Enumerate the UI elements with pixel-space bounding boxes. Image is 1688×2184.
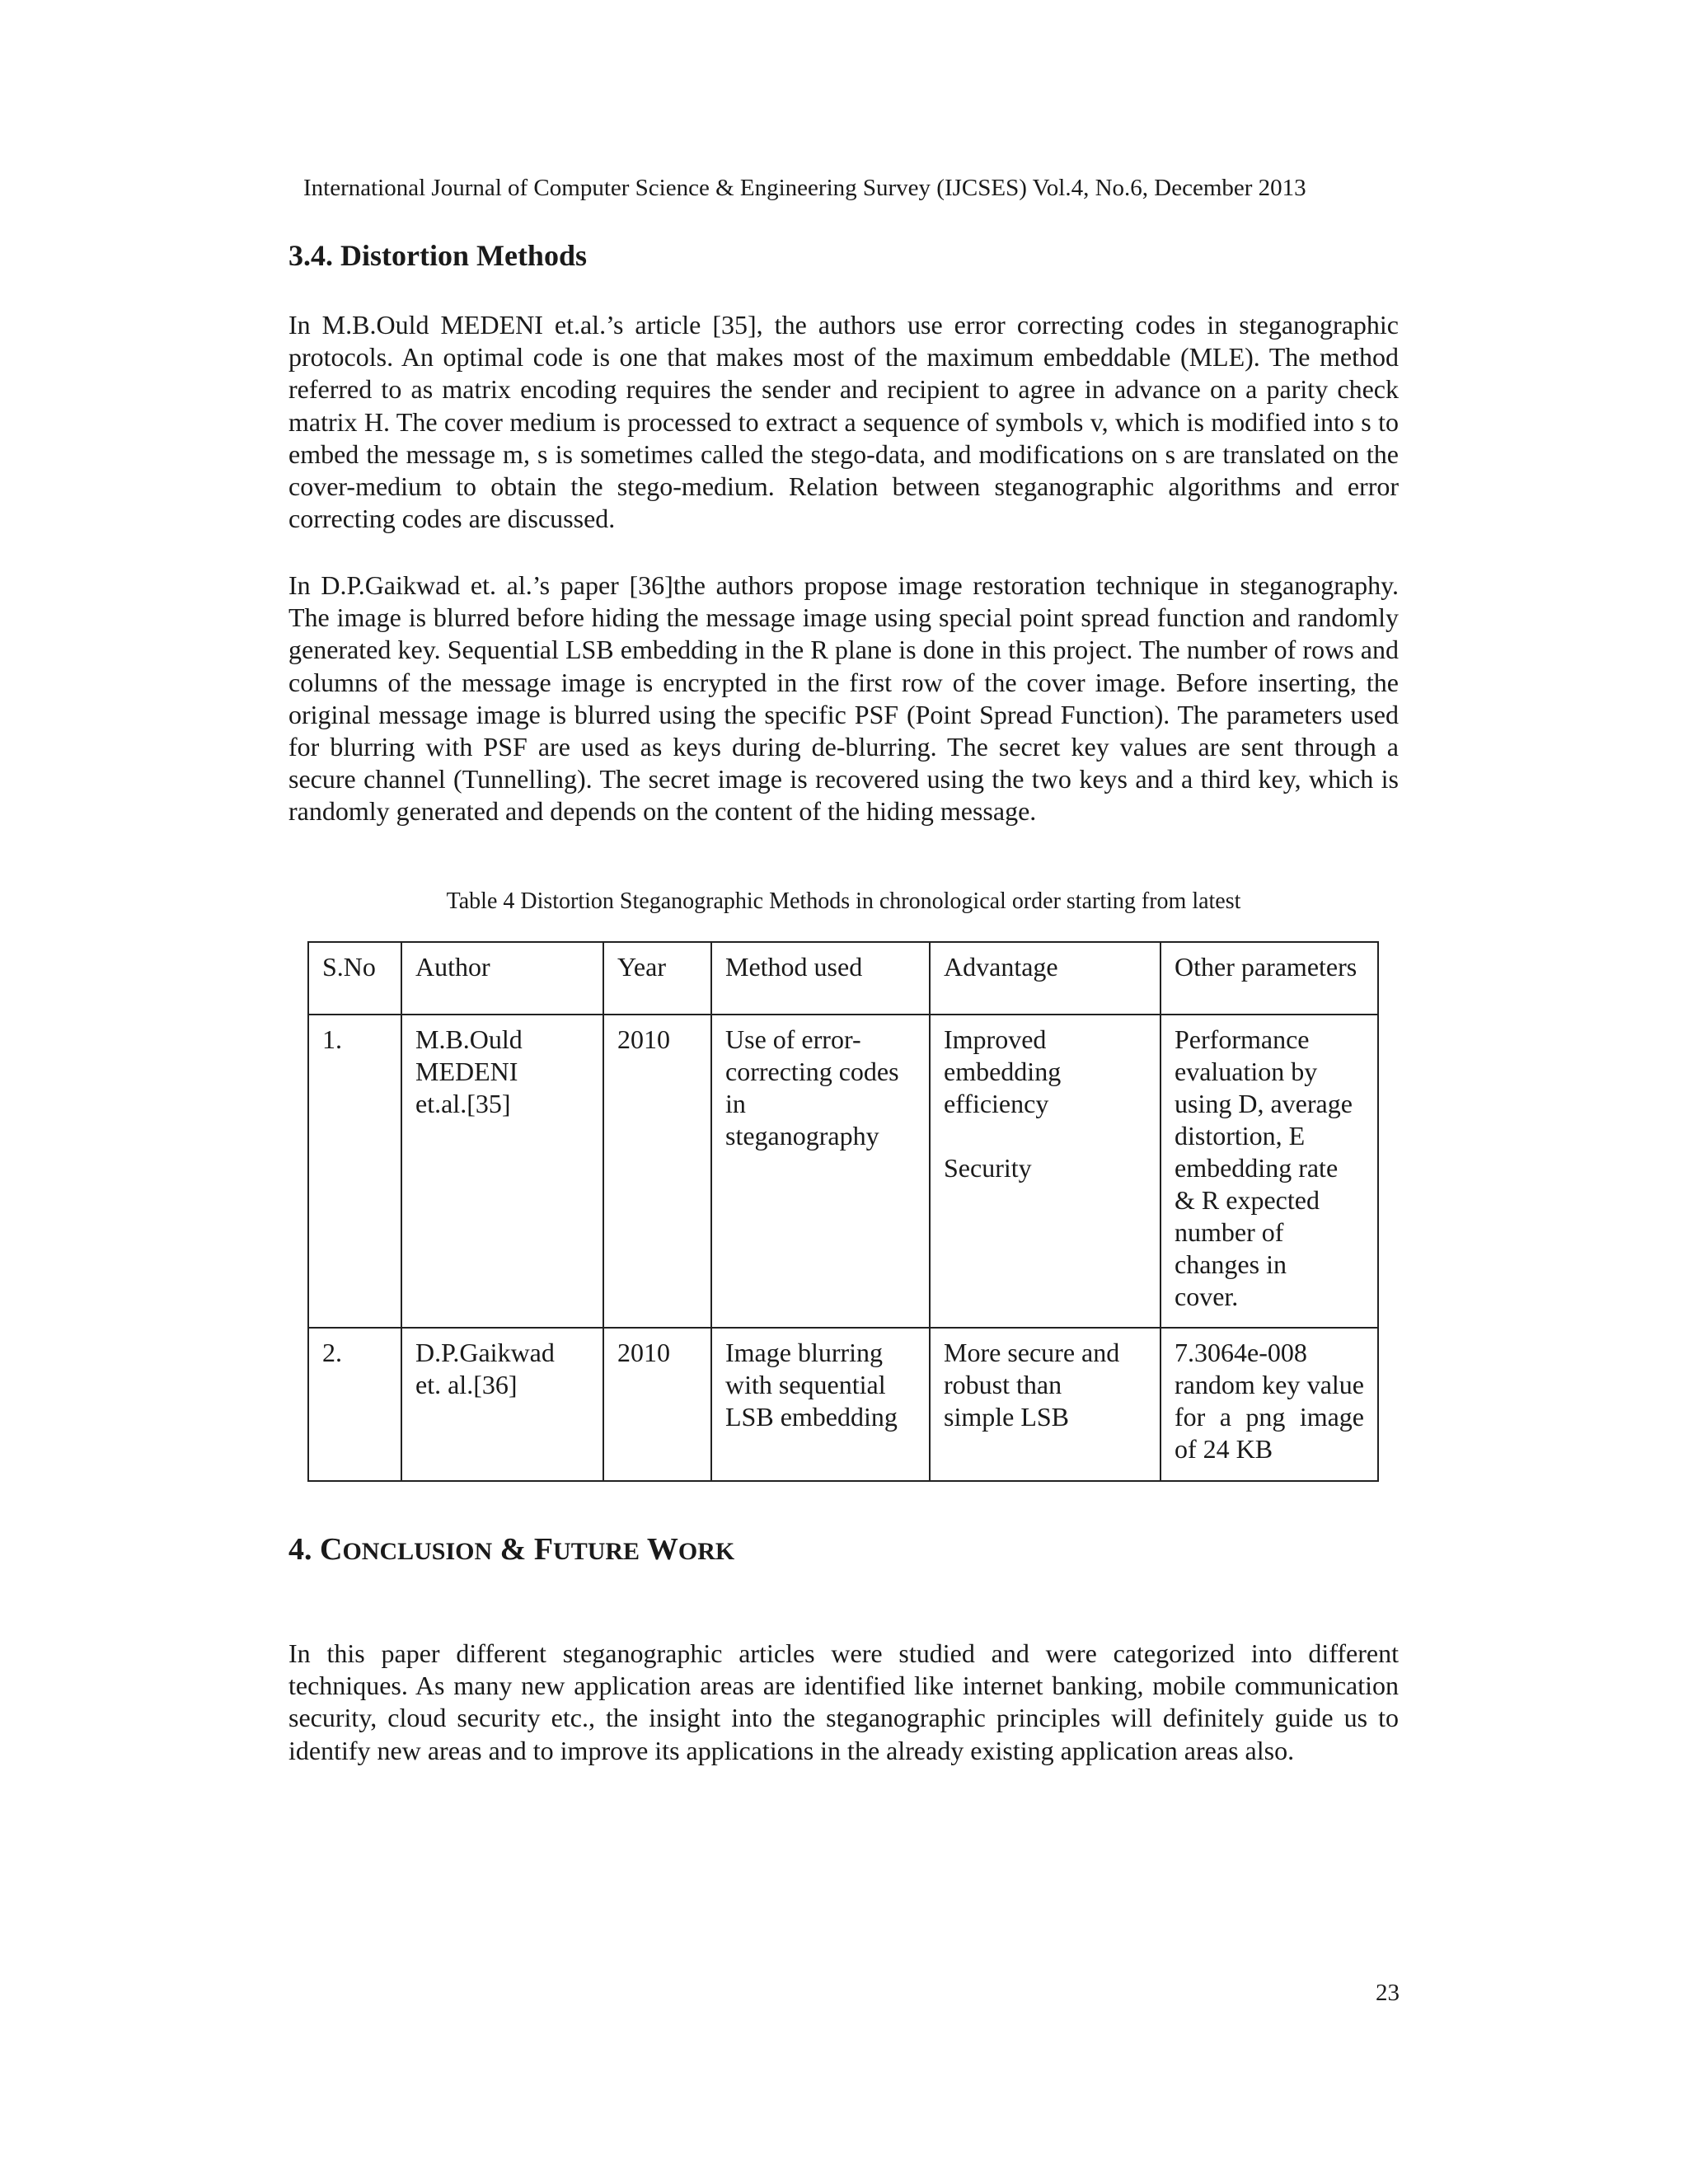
header-cell-author: Author: [401, 942, 603, 1015]
heading-initial-w: W: [646, 1532, 678, 1567]
table-row: [308, 1015, 1378, 1328]
paragraph-conclusion: In this paper different steganographic articles were studied and were categorized into different techniques. As many new application areas are identified like internet banking, mobile communication security, cloud security etc., the insight into the steganographic principles will definitely guide us to identify new areas and to improve its applications in the already existing application areas also.: [288, 1638, 1399, 1765]
cell-other-parameters: 7.3064e-008 random key value for a png image of 24 KB: [1160, 1328, 1378, 1481]
header-cell-method: Method used: [711, 942, 930, 1015]
heading-initial-c: C: [320, 1532, 343, 1567]
cell-author: D.P.Gaikwad et. al.[36]: [401, 1328, 603, 1481]
cell-sno: 2.: [308, 1328, 401, 1481]
cell-author: M.B.Ould MEDENI et.al.[35]: [401, 1015, 603, 1328]
running-header: International Journal of Computer Science & Engineering Survey (IJCSES) Vol.4, No.6, December 2013: [303, 175, 1306, 201]
cell-method: Image blurring with sequential LSB embedding: [711, 1328, 930, 1481]
heading-number: 4.: [288, 1532, 320, 1567]
cell-year: 2010: [603, 1015, 711, 1328]
heading-rest-future: UTURE: [553, 1538, 640, 1565]
cell-advantage: Improved embedding efficiency Security: [930, 1015, 1160, 1328]
table-caption: Table 4 Distortion Steganographic Methods in chronological order starting from latest: [446, 888, 1241, 914]
heading-rest-conclusion: ONCLUSION: [342, 1538, 493, 1565]
header-cell-other-parameters: Other parameters: [1160, 942, 1378, 1015]
heading-ampersand: &: [492, 1532, 534, 1567]
paragraph-medeni: In M.B.Ould MEDENI et.al.’s article [35], the authors use error correcting codes in steganographic protocols. An optimal code is one that makes most of the maximum embeddable (MLE). The method referred to as matrix encoding requires the sender and recipient to agree in advance on a parity check matrix H. The cover medium is processed to extract a sequence of symbols v, which is modified into s to embed the message m, s is sometimes called the stego-data, and modifications on s are translated on the cover-medium to obtain the stego-medium. Relation between steganographic algorithms and error correcting codes are discussed.: [288, 310, 1399, 534]
paragraph-gaikwad: In D.P.Gaikwad et. al.’s paper [36]the authors propose image restoration technique in steganography. The image is blurred before hiding the message image using special point spread function and randomly generated key. Sequential LSB embedding in the R plane is done in this project. The number of rows and columns of the message image is encrypted in the first row of the cover image. Before inserting, the original message image is blurred using the specific PSF (Point Spread Function). The parameters used for blurring with PSF are used as keys during de-blurring. The secret key values are sent through a secure channel (Tunnelling). The secret image is recovered using the two keys and a third key, which is randomly generated and depends on the content of the hiding message.: [288, 570, 1399, 827]
header-cell-year: Year: [603, 942, 711, 1015]
section-heading-conclusion: [288, 1531, 734, 1570]
cell-method: Use of error- correcting codes in steganography: [711, 1015, 930, 1328]
distortion-methods-table: [307, 941, 1379, 1482]
cell-year: 2010: [603, 1328, 711, 1481]
cell-other-parameters: Performance evaluation by using D, average distortion, E embedding rate & R expected number of changes in cover.: [1160, 1015, 1378, 1328]
heading-initial-f: F: [533, 1532, 554, 1567]
table-header-row: [308, 942, 1378, 1015]
table-row: [308, 1328, 1378, 1481]
heading-space: [640, 1532, 647, 1567]
header-cell-advantage: Advantage: [930, 942, 1160, 1015]
page-number: 23: [1376, 1980, 1400, 2006]
cell-sno: 1.: [308, 1015, 401, 1328]
header-cell-sno: S.No: [308, 942, 401, 1015]
section-heading-distortion-methods: 3.4. Distortion Methods: [288, 239, 587, 272]
cell-advantage: More secure and robust than simple LSB: [930, 1328, 1160, 1481]
heading-rest-work: ORK: [678, 1538, 735, 1565]
